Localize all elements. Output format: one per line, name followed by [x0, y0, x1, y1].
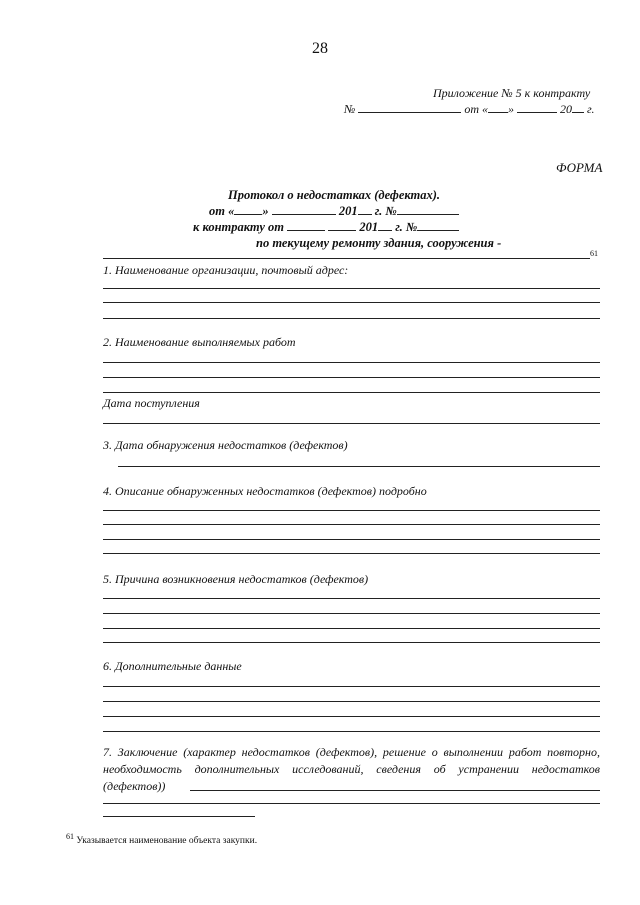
footnote [66, 832, 257, 846]
section-2-line [103, 392, 600, 393]
section-7-line [103, 803, 600, 804]
annex-number-label: № [344, 102, 356, 116]
section-2-line [103, 362, 600, 363]
contract-number-label: г. № [395, 220, 418, 234]
section-6-line [103, 686, 600, 687]
contract-label: к контракту от [193, 220, 284, 234]
protocol-contract-line [193, 220, 459, 235]
section-7-line [190, 790, 600, 791]
receipt-date-label: Дата поступления [103, 396, 200, 410]
section-5-line [103, 613, 600, 614]
contract-year-label: 201 [359, 220, 379, 234]
section-1-heading: 1. Наименование организации, почтовый адрес: [103, 263, 349, 277]
section-4-line [103, 553, 600, 554]
contract-number-blank [417, 220, 459, 231]
section-5-line [103, 598, 600, 599]
footnote-text: Указывается наименование объекта закупки. [76, 836, 258, 847]
section-4-line [103, 524, 600, 525]
protocol-object-line: по текущему ремонту здания, сооружения - [256, 236, 502, 250]
protocol-date-line [209, 204, 459, 219]
annex-from-label: от « [464, 102, 488, 116]
section-4-heading: 4. Описание обнаруженных недостатков (дефектов) подробно [103, 484, 427, 498]
contract-month-blank [328, 220, 356, 231]
annex-quote-close: » [508, 102, 514, 116]
page-number: 28 [312, 40, 328, 57]
protocol-number-label: г. № [374, 204, 397, 218]
section-5-heading: 5. Причина возникновения недостатков (дефектов) [103, 572, 369, 586]
annex-year-blank [572, 102, 584, 113]
protocol-year-label: 201 [338, 204, 358, 218]
section-3-line [118, 466, 600, 467]
protocol-year-blank [358, 204, 372, 215]
footnote-number: 61 [66, 832, 74, 841]
protocol-number-blank [397, 204, 459, 215]
section-6-line [103, 701, 600, 702]
section-5-line [103, 628, 600, 629]
annex-day-blank [488, 102, 508, 113]
section-1-line [103, 318, 600, 319]
annex-contract-line [344, 102, 595, 117]
footnote-ref: 61 [590, 249, 598, 258]
annex-month-blank [517, 102, 557, 113]
contract-year-blank [378, 220, 392, 231]
section-6-line [103, 716, 600, 717]
contract-date-blank [287, 220, 325, 231]
section-7-heading: 7. Заключение (характер недостатков (дефектов), решение о выполнении работ повторно, необходимость дополнительных исследований, сведения об устранении недостатков (дефектов)) [103, 745, 600, 793]
form-label: ФОРМА [556, 160, 603, 175]
section-6-heading: 6. Дополнительные данные [103, 659, 242, 673]
annex-number-blank [358, 102, 461, 113]
protocol-day-blank [234, 204, 262, 215]
section-6-line [103, 731, 600, 732]
protocol-quote-close: » [262, 204, 269, 218]
object-name-line [103, 258, 590, 259]
section-7-line [103, 816, 255, 817]
receipt-date-line [103, 423, 600, 424]
section-2-heading: 2. Наименование выполняемых работ [103, 335, 296, 349]
section-5-line [103, 642, 600, 643]
protocol-from-label: от « [209, 204, 235, 218]
protocol-title: Протокол о недостатках (дефектах). [228, 188, 441, 202]
annex-title: Приложение № 5 к контракту [433, 86, 591, 100]
protocol-month-blank [272, 204, 336, 215]
annex-year-suffix: г. [587, 102, 595, 116]
section-1-line [103, 302, 600, 303]
section-2-line [103, 377, 600, 378]
section-4-line [103, 510, 600, 511]
annex-year-prefix: 20 [560, 102, 572, 116]
section-4-line [103, 539, 600, 540]
section-1-line [103, 288, 600, 289]
section-3-heading: 3. Дата обнаружения недостатков (дефектов) [103, 438, 348, 452]
